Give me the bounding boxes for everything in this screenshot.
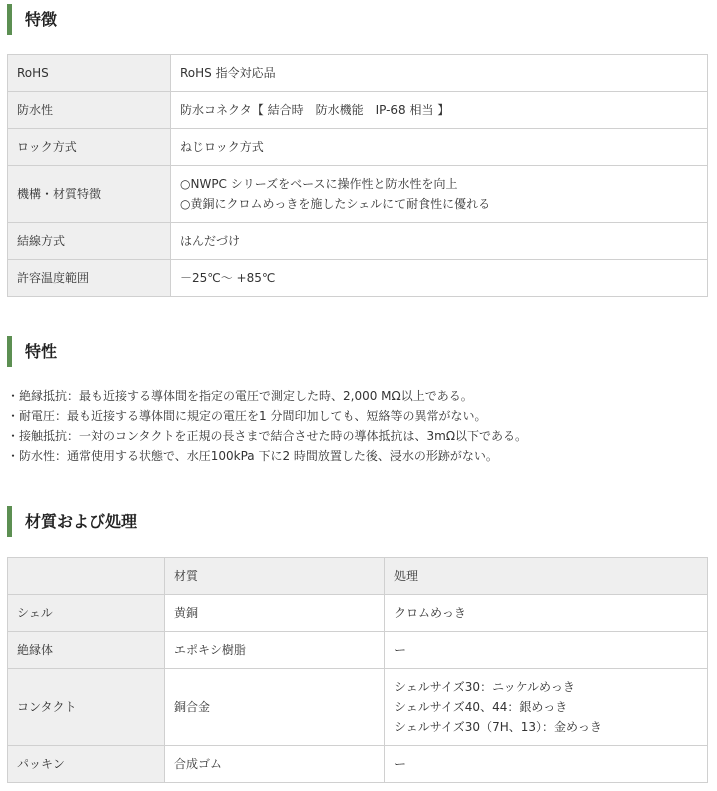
row-label: RoHS xyxy=(8,55,171,92)
characteristics-heading: 特性 xyxy=(7,336,57,367)
column-header: 材質 xyxy=(165,558,385,595)
value-line: －25℃～ +85℃ xyxy=(180,271,276,285)
part-name: パッキン xyxy=(8,746,165,783)
treatment-line: ー xyxy=(394,757,407,771)
treatment-line: クロムめっき xyxy=(394,606,466,620)
value-line: ねじロック方式 xyxy=(180,140,264,154)
table-row xyxy=(8,746,708,783)
row-value xyxy=(171,223,708,260)
table-row xyxy=(8,223,708,260)
list-item: ・防水性：通常使用する状態で、水圧100kPa 下に2 時間放置した後、浸水の形跡がない。 xyxy=(7,449,498,463)
row-value xyxy=(171,260,708,297)
table-row xyxy=(8,260,708,297)
row-label: ロック方式 xyxy=(8,129,171,166)
table-row xyxy=(8,92,708,129)
table-row xyxy=(8,595,708,632)
row-value xyxy=(171,92,708,129)
table-row xyxy=(8,669,708,746)
features-heading: 特徴 xyxy=(7,4,57,35)
value-line: 防水コネクタ【 結合時 防水機能 IP-68 相当 】 xyxy=(180,103,450,117)
table-row xyxy=(8,166,708,223)
treatment-line: ー xyxy=(394,643,407,657)
treatment xyxy=(385,746,708,783)
table-header-row xyxy=(8,558,708,595)
materials-heading: 材質および処理 xyxy=(7,506,137,537)
material: 銅合金 xyxy=(165,669,385,746)
list-item: ・耐電圧：最も近接する導体間に規定の電圧を1 分間印加しても、短絡等の異常がない。 xyxy=(7,409,487,423)
treatment-line: シェルサイズ40、44：銀めっき xyxy=(394,700,568,714)
table-row xyxy=(8,632,708,669)
list-item: ・絶縁抵抗：最も近接する導体間を指定の電圧で測定した時、2,000 MΩ以上である。 xyxy=(7,389,473,403)
column-header xyxy=(8,558,165,595)
row-value xyxy=(171,55,708,92)
treatment xyxy=(385,669,708,746)
row-label: 許容温度範囲 xyxy=(8,260,171,297)
value-line: ○NWPC シリーズをベースに操作性と防水性を向上 xyxy=(180,177,458,191)
table-row xyxy=(8,55,708,92)
list-item: ・接触抵抗：一対のコンタクトを正規の長さまで結合させた時の導体抵抗は、3mΩ以下である。 xyxy=(7,429,528,443)
part-name: 絶縁体 xyxy=(8,632,165,669)
treatment xyxy=(385,595,708,632)
value-line: ○黄銅にクロムめっきを施したシェルにて耐食性に優れる xyxy=(180,197,491,211)
material: 黄銅 xyxy=(165,595,385,632)
row-label: 機構・材質特徴 xyxy=(8,166,171,223)
row-value xyxy=(171,166,708,223)
row-label: 防水性 xyxy=(8,92,171,129)
features-table xyxy=(7,54,708,297)
material: 合成ゴム xyxy=(165,746,385,783)
materials-table xyxy=(7,557,708,783)
material: エポキシ樹脂 xyxy=(165,632,385,669)
value-line: はんだづけ xyxy=(180,234,241,248)
part-name: コンタクト xyxy=(8,669,165,746)
row-value xyxy=(171,129,708,166)
treatment xyxy=(385,632,708,669)
treatment-line: シェルサイズ30（7H、13）：金めっき xyxy=(394,720,602,734)
part-name: シェル xyxy=(8,595,165,632)
value-line: RoHS 指令対応品 xyxy=(180,66,276,80)
treatment-line: シェルサイズ30：ニッケルめっき xyxy=(394,680,575,694)
column-header: 処理 xyxy=(385,558,708,595)
table-row xyxy=(8,129,708,166)
characteristics-list xyxy=(7,386,707,466)
row-label: 結線方式 xyxy=(8,223,171,260)
